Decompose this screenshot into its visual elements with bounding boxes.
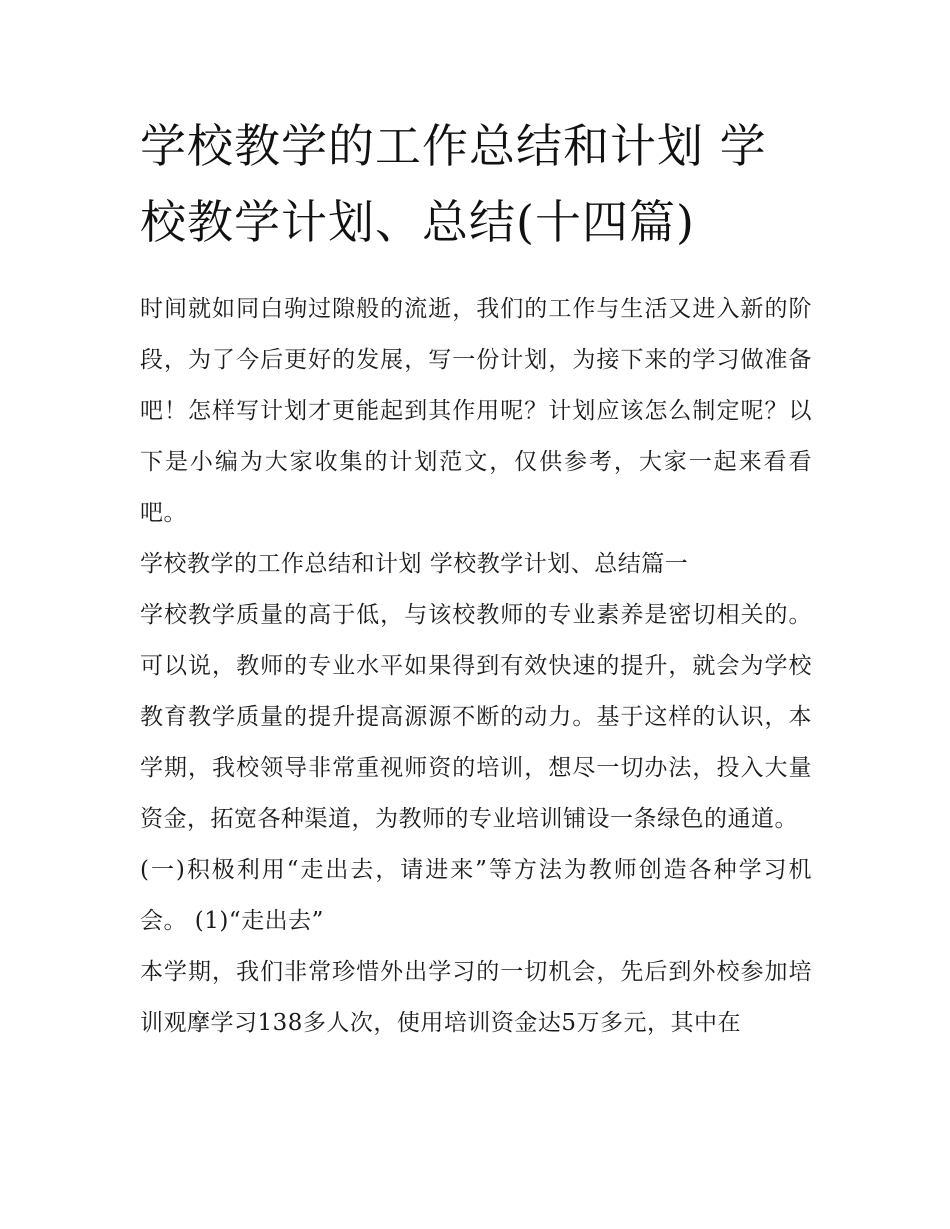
body-paragraph: 学校教学质量的高于低，与该校教师的专业素养是密切相关的。可以说，教师的专业水平如果得到有效快速的提升，就会为学校教育教学质量的提升提高源源不断的动力。基于这样的认识，本学期，我校领导非常重视师资的培训，想尽一切办法，投入大量资金，拓宽各种渠道，为教师的专业培训铺设一条绿色的通道。 xyxy=(140,602,812,832)
document-body xyxy=(140,284,812,1049)
body-paragraph: 本学期，我们非常珍惜外出学习的一切机会，先后到外校参加培训观摩学习138多人次，使用培训资金达5万多元，其中在 xyxy=(140,959,812,1036)
document-page xyxy=(140,108,812,1049)
section-heading: 学校教学的工作总结和计划 学校教学计划、总结篇一 xyxy=(140,551,689,577)
subsection-heading: (一)积极利用“走出去，请进来”等方法为教师创造各种学习机会。 (1)“走出去” xyxy=(140,857,812,934)
intro-paragraph: 时间就如同白驹过隙般的流逝，我们的工作与生活又进入新的阶段，为了今后更好的发展，写一份计划，为接下来的学习做准备吧！怎样写计划才更能起到其作用呢？计划应该怎么制定呢？以下是小编为大家收集的计划范文，仅供参考，大家一起来看看吧。 xyxy=(140,296,812,526)
document-title: 学校教学的工作总结和计划 学校教学计划、总结(十四篇) xyxy=(140,119,767,249)
